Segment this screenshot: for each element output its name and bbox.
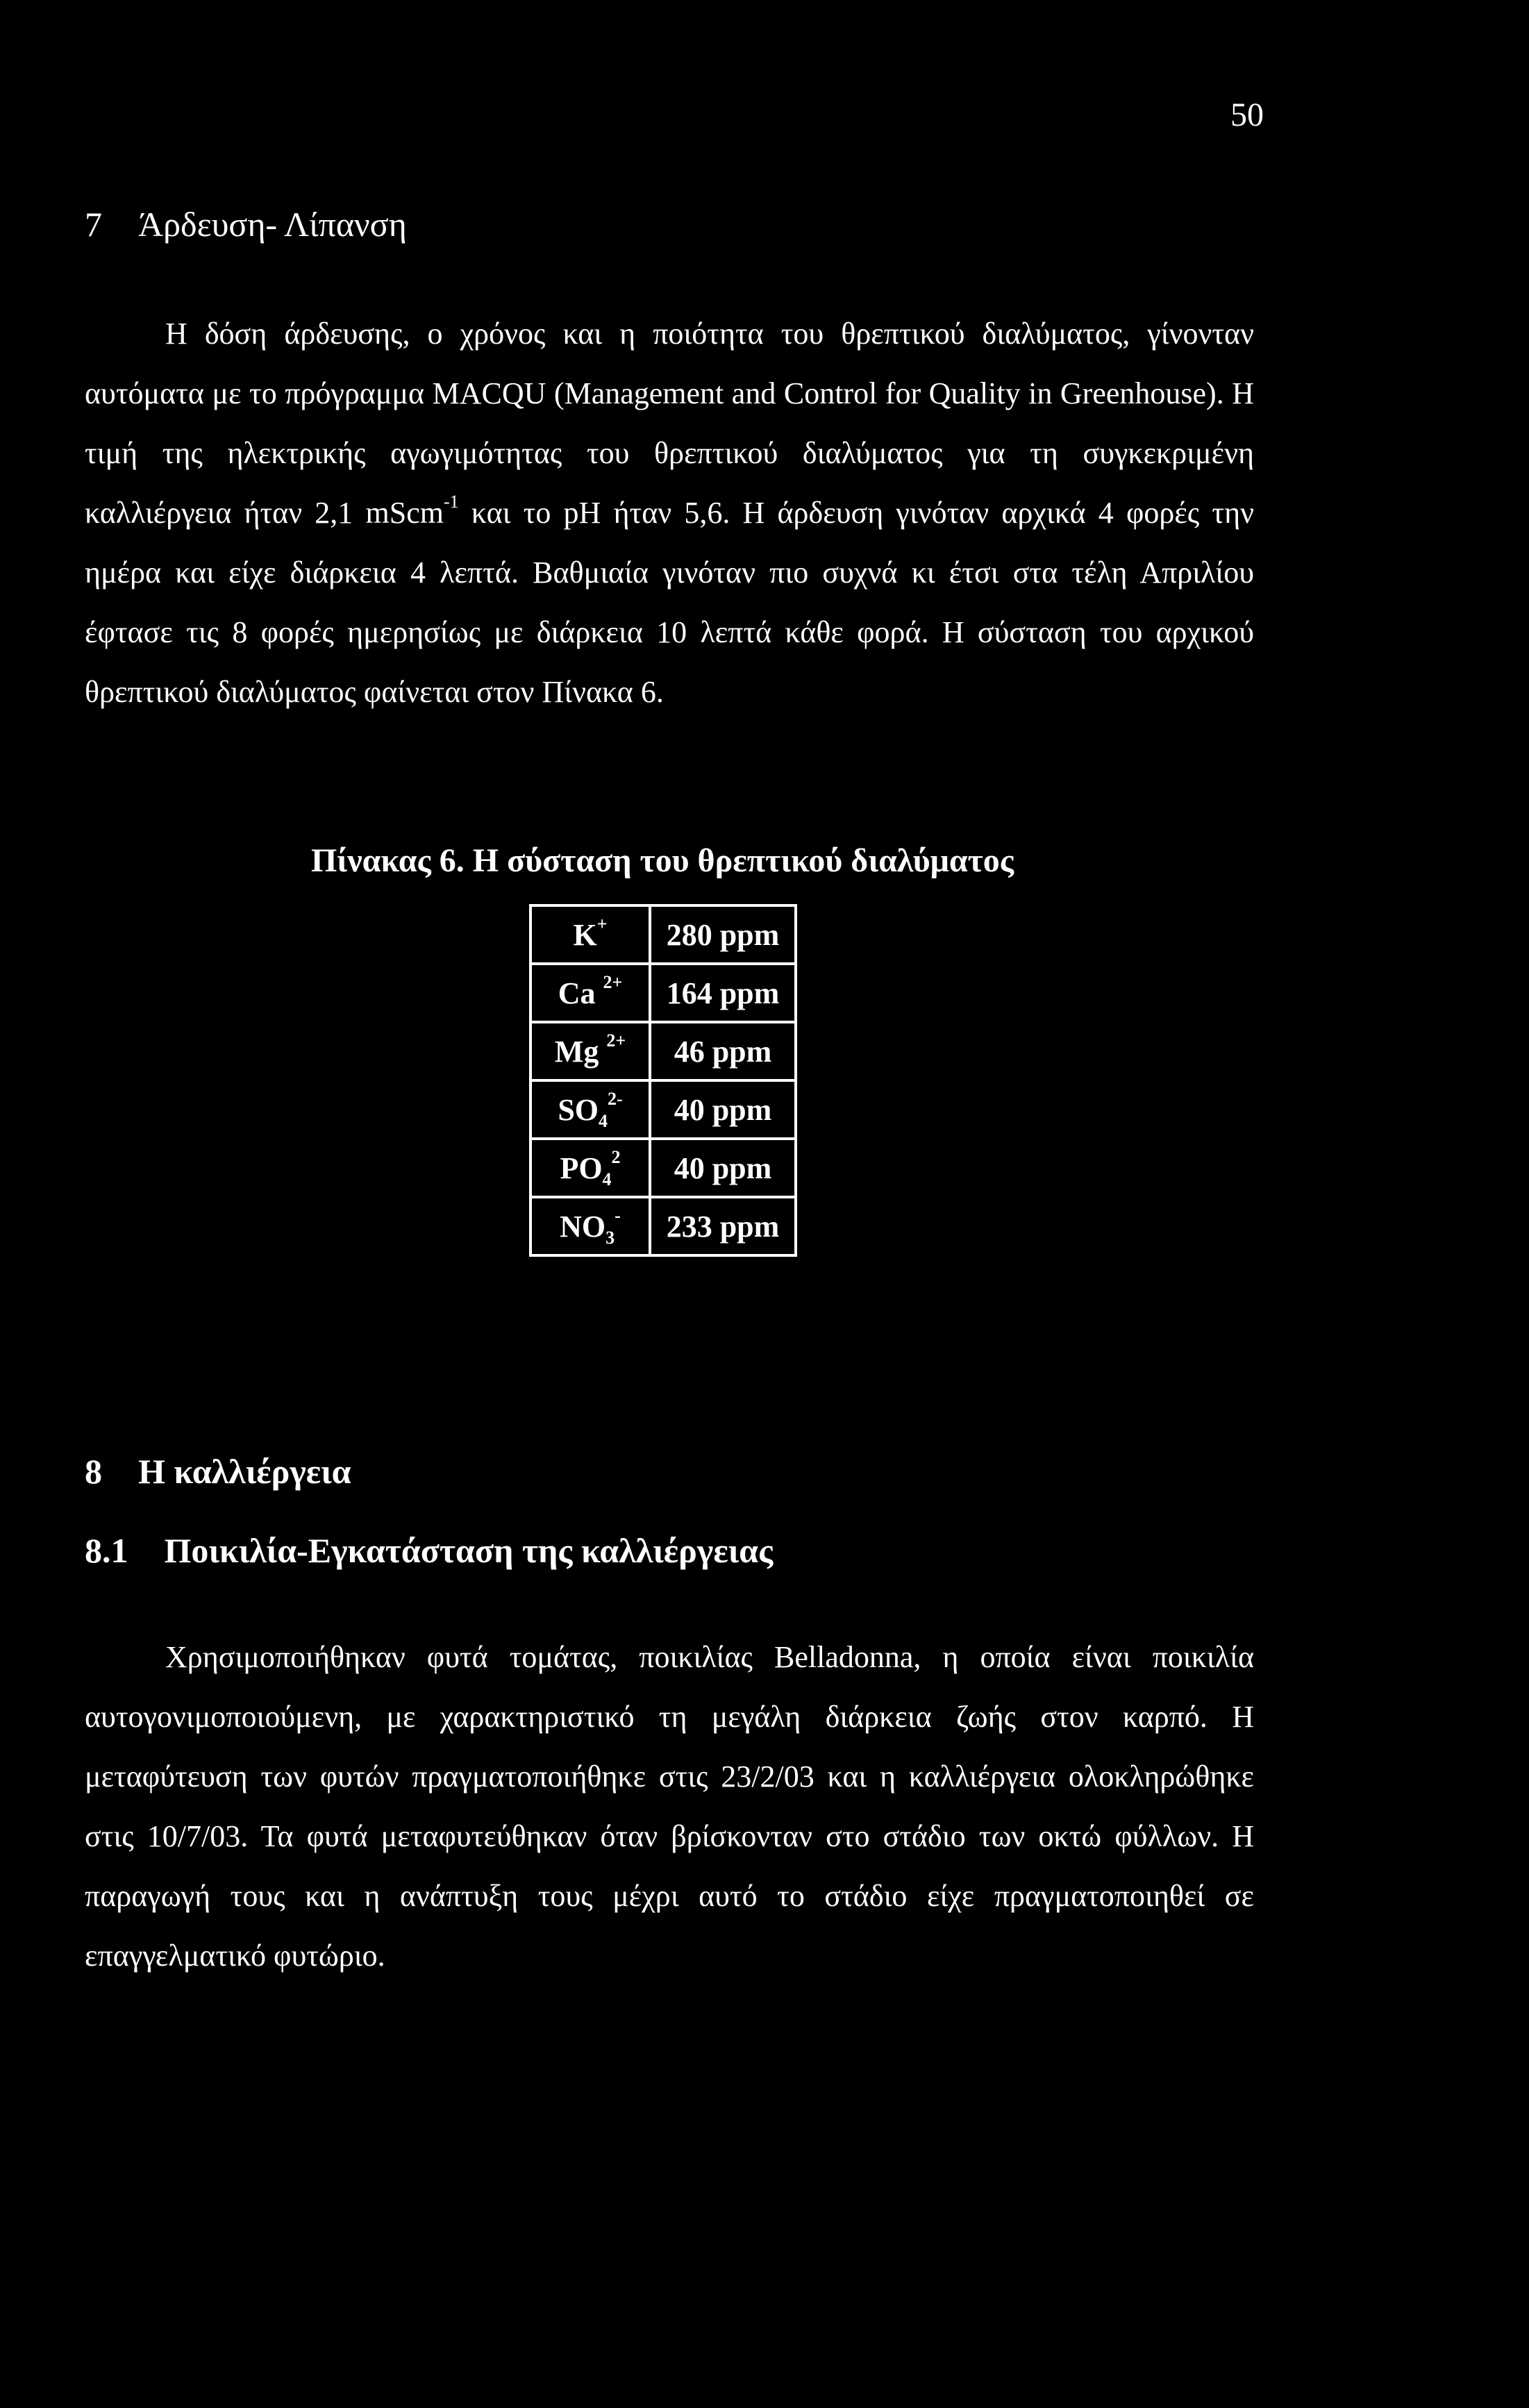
section-8-number: 8 (85, 1452, 102, 1491)
concentration-cell: 46 ppm (650, 1022, 796, 1080)
section-8-heading (85, 1451, 351, 1491)
ion-symbol: Ca (558, 976, 603, 1010)
concentration-cell: 40 ppm (650, 1080, 796, 1139)
table-caption: Πίνακας 6. Η σύσταση του θρεπτικού διαλύματος (311, 842, 1014, 879)
ion-symbol: NO (560, 1209, 606, 1244)
irrigation-text-part1: Η δόση άρδευσης, ο χρόνος και η ποιότητα του θρεπτικού διαλύματος, γίνονταν αυτόματα με το πρόγραμμα MACQU (Management and Control for Quality in Greenhouse). Η τιμή της ηλεκτρικής αγωγιμότητας του θρεπτικού διαλύματος για τη συγκεκριμένη καλλιέργεια ήταν 2,1 mScm (85, 317, 1254, 530)
ion-symbol: SO (558, 1092, 599, 1127)
irrigation-paragraph (85, 304, 1254, 722)
page-number: 50 (1230, 97, 1264, 133)
ion-charge: + (596, 913, 608, 934)
ion-cell (530, 964, 650, 1022)
ion-cell (530, 905, 650, 964)
nutrient-table-wrapper (529, 904, 797, 1257)
section-7-number: 7 (85, 205, 102, 244)
cultivation-text: Χρησιμοποιήθηκαν φυτά τομάτας, ποικιλίας Belladonna, η οποία είναι ποικιλία αυτογονιμοποιούμενη, με χαρακτηριστικό τη μεγάλη διάρκεια ζωής στον καρπό. Η μεταφύτευση των φυτών πραγματοποιήθηκε στις 23/2/03 και η καλλιέργεια ολοκληρώθηκε στις 10/7/03. Τα φυτά μεταφυτεύθηκαν όταν βρίσκονταν στο στάδιο των οκτώ φύλλων. Η παραγωγή τους και η ανάπτυξη τους μέχρι αυτό το στάδιο είχε πραγματοποιηθεί σε επαγγελματικό φυτώριο. (85, 1640, 1254, 1973)
ion-symbol: Mg (554, 1034, 607, 1069)
concentration-cell: 280 ppm (650, 905, 796, 964)
table-row (530, 905, 796, 964)
table-row (530, 964, 796, 1022)
ion-cell (530, 1197, 650, 1255)
ion-charge: 2 (611, 1146, 621, 1167)
cultivation-paragraph (85, 1628, 1254, 1986)
section-8-1-title: Ποικιλία-Εγκατάσταση της καλλιέργειας (164, 1531, 774, 1570)
table-row (530, 1022, 796, 1080)
section-8-title: Η καλλιέργεια (138, 1452, 351, 1491)
ion-charge: 2+ (606, 1030, 626, 1051)
ion-subscript: 4 (602, 1169, 612, 1189)
section-7-title: Άρδευση- Λίπανση (138, 205, 407, 244)
section-8-1-number: 8.1 (85, 1531, 128, 1570)
table-row (530, 1197, 796, 1255)
ion-charge: 2+ (603, 971, 623, 992)
ion-cell (530, 1139, 650, 1197)
ion-symbol: K (573, 917, 597, 952)
ion-charge: 2- (608, 1088, 623, 1109)
table-row (530, 1080, 796, 1139)
ion-symbol: PO (560, 1151, 603, 1185)
ion-subscript: 3 (605, 1227, 615, 1248)
ion-cell (530, 1022, 650, 1080)
unit-exponent: -1 (443, 492, 459, 512)
concentration-cell: 164 ppm (650, 964, 796, 1022)
ion-charge: - (615, 1205, 621, 1226)
ion-subscript: 4 (599, 1110, 608, 1131)
concentration-cell: 233 ppm (650, 1197, 796, 1255)
section-7-heading (85, 204, 407, 244)
nutrient-composition-table (529, 904, 797, 1257)
section-8-1-heading (85, 1530, 773, 1571)
ion-cell (530, 1080, 650, 1139)
irrigation-text-part2: και το pH ήταν 5,6. Η άρδευση γινόταν αρχικά 4 φορές την ημέρα και είχε διάρκεια 4 λεπτά. Βαθμιαία γινόταν πιο συχνά κι έτσι στα τέλη Απριλίου έφτασε τις 8 φορές ημερησίως με διάρκεια 10 λεπτά κάθε φορά. Η σύσταση του αρχικού θρεπτικού διαλύματος φαίνεται στον Πίνακα 6. (85, 496, 1254, 709)
concentration-cell: 40 ppm (650, 1139, 796, 1197)
table-row (530, 1139, 796, 1197)
